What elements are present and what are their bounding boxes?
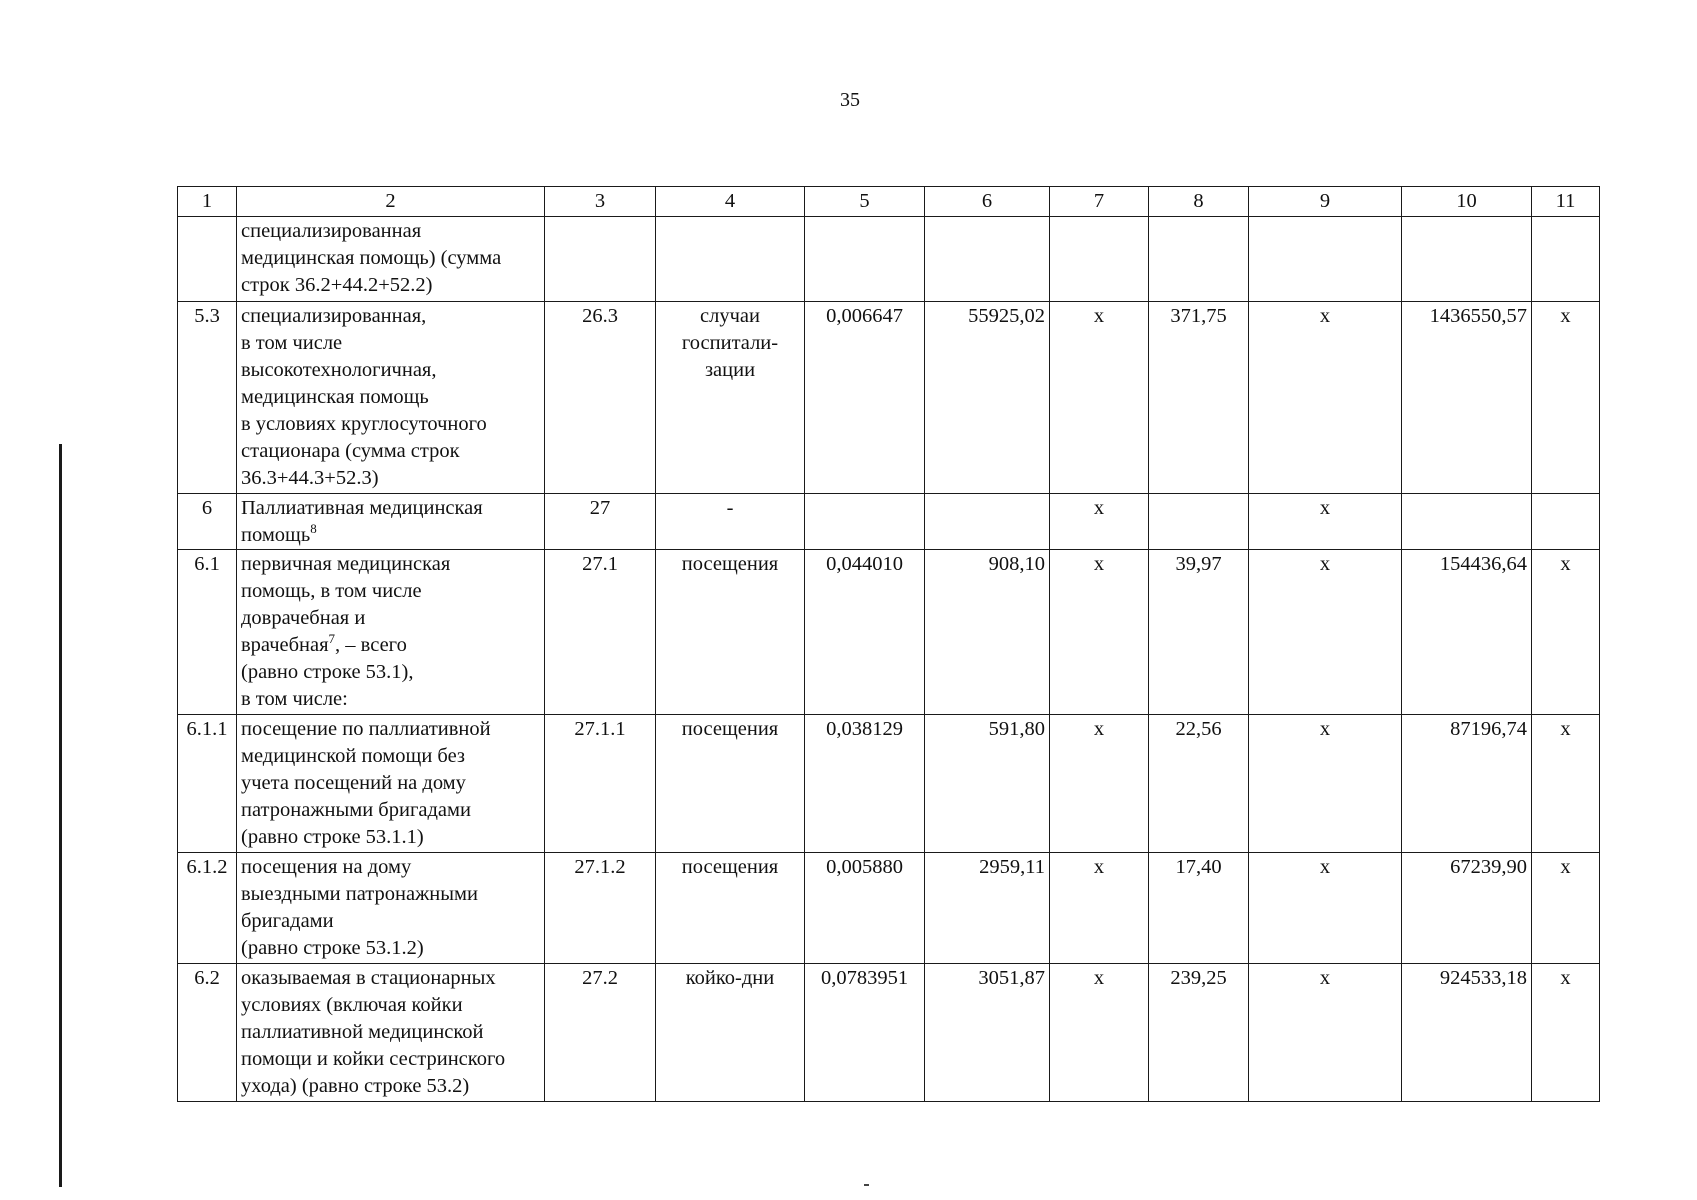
row-value-9	[1249, 217, 1402, 302]
row-name-line: медицинской помощи без	[241, 745, 466, 767]
row-unit-line: койко-дни	[685, 967, 775, 989]
row-value-5	[805, 217, 925, 302]
row-value-9: x	[1249, 964, 1402, 1102]
row-value-5: 0,038129	[805, 715, 925, 853]
row-number	[178, 217, 237, 302]
table-row	[178, 550, 1600, 715]
row-value-9: x	[1249, 715, 1402, 853]
row-name-line: (равно строке 53.1),	[241, 661, 414, 683]
row-value-7: x	[1050, 715, 1149, 853]
col-header-1: 1	[178, 187, 237, 217]
table-row	[178, 853, 1600, 964]
row-number: 5.3	[178, 302, 237, 494]
row-value-7	[1050, 217, 1149, 302]
row-unit-line: случаи	[700, 305, 760, 327]
row-name-text: , – всего	[335, 634, 407, 656]
row-line-code	[545, 217, 656, 302]
row-value-5: 0,005880	[805, 853, 925, 964]
row-name	[237, 494, 545, 550]
row-value-5: 0,006647	[805, 302, 925, 494]
row-value-9: x	[1249, 494, 1402, 550]
row-name-line: медицинская помощь	[241, 386, 429, 408]
table-row	[178, 715, 1600, 853]
row-value-7: x	[1050, 853, 1149, 964]
row-value-6	[925, 494, 1050, 550]
row-name-line: ухода) (равно строке 53.2)	[241, 1075, 470, 1097]
table-header-row	[178, 187, 1600, 217]
row-line-code: 26.3	[545, 302, 656, 494]
row-name-line: специализированная	[241, 220, 422, 242]
row-name	[237, 217, 545, 302]
row-value-10: 67239,90	[1402, 853, 1532, 964]
row-value-10: 154436,64	[1402, 550, 1532, 715]
row-number: 6.2	[178, 964, 237, 1102]
row-name-line: специализированная,	[241, 305, 427, 327]
table-row	[178, 302, 1600, 494]
row-number: 6	[178, 494, 237, 550]
row-name-line: посещение по паллиативной	[241, 718, 491, 740]
row-name	[237, 964, 545, 1102]
col-header-7: 7	[1050, 187, 1149, 217]
row-value-6: 55925,02	[925, 302, 1050, 494]
row-value-11: x	[1532, 964, 1600, 1102]
row-unit	[656, 964, 805, 1102]
row-value-9: x	[1249, 550, 1402, 715]
col-header-2: 2	[237, 187, 545, 217]
binding-line	[59, 444, 62, 1187]
row-name-line: строк 36.2+44.2+52.2)	[241, 274, 433, 296]
row-value-11	[1532, 494, 1600, 550]
row-value-9: x	[1249, 302, 1402, 494]
col-header-9: 9	[1249, 187, 1402, 217]
row-value-5	[805, 494, 925, 550]
row-name-text: врачебная	[241, 634, 329, 656]
row-number: 6.1.1	[178, 715, 237, 853]
data-table	[177, 186, 1600, 1102]
row-value-8: 371,75	[1149, 302, 1249, 494]
row-name-line: доврачебная и	[241, 607, 366, 629]
col-header-5: 5	[805, 187, 925, 217]
row-name-line: 36.3+44.3+52.3)	[241, 467, 379, 489]
row-name-line: бригадами	[241, 910, 334, 932]
row-unit	[656, 550, 805, 715]
row-unit	[656, 217, 805, 302]
col-header-3: 3	[545, 187, 656, 217]
row-name-line: (равно строке 53.1.2)	[241, 937, 424, 959]
row-number: 6.1.2	[178, 853, 237, 964]
row-name-line: первичная медицинская	[241, 553, 451, 575]
row-value-6	[925, 217, 1050, 302]
row-name-line: высокотехнологичная,	[241, 359, 437, 381]
row-name-line: Паллиативная медицинская	[241, 497, 483, 519]
row-name-text: помощь	[241, 524, 311, 546]
row-value-7: x	[1050, 550, 1149, 715]
row-value-10	[1402, 494, 1532, 550]
footnote-mark: 8	[310, 521, 317, 536]
row-name-line: стационара (сумма строк	[241, 440, 460, 462]
row-name-line: учета посещений на дому	[241, 772, 466, 794]
table-row	[178, 964, 1600, 1102]
col-header-10: 10	[1402, 187, 1532, 217]
footnote-mark: 7	[328, 631, 336, 646]
row-value-5: 0,044010	[805, 550, 925, 715]
row-line-code: 27.1.2	[545, 853, 656, 964]
row-name-line: помощи и койки сестринского	[241, 1048, 506, 1070]
row-value-11: x	[1532, 550, 1600, 715]
row-value-8	[1149, 217, 1249, 302]
col-header-8: 8	[1149, 187, 1249, 217]
row-value-6: 908,10	[925, 550, 1050, 715]
row-value-8: 17,40	[1149, 853, 1249, 964]
row-value-7: x	[1050, 494, 1149, 550]
row-value-11: x	[1532, 853, 1600, 964]
row-name	[237, 302, 545, 494]
row-value-6: 591,80	[925, 715, 1050, 853]
row-name-line: в том числе:	[241, 688, 348, 710]
row-name-line: условиях (включая койки	[241, 994, 463, 1016]
row-value-7: x	[1050, 302, 1149, 494]
table-row	[178, 217, 1600, 302]
row-name	[237, 853, 545, 964]
row-value-11: x	[1532, 715, 1600, 853]
row-unit-line: посещения	[681, 856, 779, 878]
row-name-line: оказываемая в стационарных	[241, 967, 496, 989]
row-line-code: 27	[545, 494, 656, 550]
row-value-8: 39,97	[1149, 550, 1249, 715]
col-header-6: 6	[925, 187, 1050, 217]
row-name-line: патронажными бригадами	[241, 799, 471, 821]
row-value-6: 3051,87	[925, 964, 1050, 1102]
row-unit	[656, 715, 805, 853]
row-unit	[656, 494, 805, 550]
row-name-line	[241, 522, 540, 549]
row-value-11: x	[1532, 302, 1600, 494]
row-name-line: паллиативной медицинской	[241, 1021, 484, 1043]
row-line-code: 27.2	[545, 964, 656, 1102]
row-unit-line: посещения	[681, 718, 779, 740]
row-line-code: 27.1.1	[545, 715, 656, 853]
row-name-line: (равно строке 53.1.1)	[241, 826, 424, 848]
row-value-7: x	[1050, 964, 1149, 1102]
row-unit-line: госпитали-	[681, 332, 779, 354]
row-value-11	[1532, 217, 1600, 302]
row-value-8: 239,25	[1149, 964, 1249, 1102]
row-name	[237, 715, 545, 853]
row-unit-line: зации	[704, 359, 756, 381]
page-number: 35	[840, 89, 860, 111]
row-value-5: 0,0783951	[805, 964, 925, 1102]
row-name-line	[241, 632, 540, 659]
row-unit-line: посещения	[681, 553, 779, 575]
row-unit	[656, 853, 805, 964]
row-value-9: x	[1249, 853, 1402, 964]
row-unit	[656, 302, 805, 494]
row-name-line: в том числе	[241, 332, 343, 354]
table-row	[178, 494, 1600, 550]
row-value-8	[1149, 494, 1249, 550]
row-value-10: 924533,18	[1402, 964, 1532, 1102]
row-name-line: выездными патронажными	[241, 883, 478, 905]
col-header-11: 11	[1532, 187, 1600, 217]
scan-speck	[864, 1184, 869, 1186]
row-value-10	[1402, 217, 1532, 302]
row-value-10: 1436550,57	[1402, 302, 1532, 494]
row-name	[237, 550, 545, 715]
row-name-line: посещения на дому	[241, 856, 412, 878]
row-value-6: 2959,11	[925, 853, 1050, 964]
row-line-code: 27.1	[545, 550, 656, 715]
row-name-line: помощь, в том числе	[241, 580, 422, 602]
col-header-4: 4	[656, 187, 805, 217]
row-name-line: медицинская помощь) (сумма	[241, 247, 502, 269]
row-number: 6.1	[178, 550, 237, 715]
row-unit-line: -	[726, 497, 734, 519]
row-name-line: в условиях круглосуточного	[241, 413, 487, 435]
row-value-8: 22,56	[1149, 715, 1249, 853]
row-value-10: 87196,74	[1402, 715, 1532, 853]
